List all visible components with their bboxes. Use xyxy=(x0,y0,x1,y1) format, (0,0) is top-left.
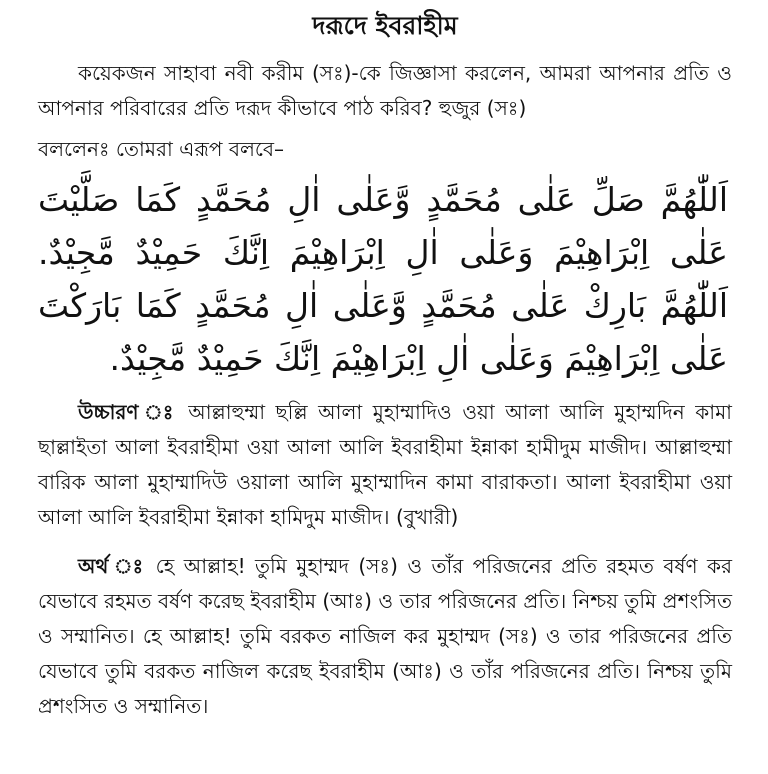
pronunciation-label: উচ্চারণ ঃ xyxy=(78,400,178,424)
meaning-paragraph xyxy=(38,549,732,724)
arabic-durood-text: اَللّٰهُمَّ صَلِّ عَلٰى مُحَمَّدٍ وَّعَلٰى اٰلِ مُحَمَّدٍ كَمَا صَلَّيْتَ عَلٰى اِبْرَاهِيْمَ وَعَلٰى اٰلِ اِبْرَاهِيْمَ اِنَّكَ حَمِيْدٌ مَّجِيْدٌ. اَللّٰهُمَّ بَارِكْ عَلٰى مُحَمَّدٍ وَّعَلٰى اٰلِ مُحَمَّدٍ كَمَا بَارَكْتَ عَلٰى اِبْرَاهِيْمَ وَعَلٰى اٰلِ اِبْرَاهِيْمَ اِنَّكَ حَمِيْدٌ مَّجِيْدٌ. xyxy=(38,180,728,378)
meaning-text: হে আল্লাহ! তুমি মুহাম্মদ (সঃ) ও তাঁর পরিজনের প্রতি রহমত বর্ষণ কর যেভাবে রহমত বর্ষণ করেছ ইবরাহীম (আঃ) ও তার পরিজনের প্রতি। নিশ্চয় তুমি প্রশংসিত ও সম্মানিত। হে আল্লাহ! তুমি বরকত নাজিল কর মুহাম্মদ (সঃ) ও তার পরিজনের প্রতি যেভাবে তুমি বরকত নাজিল করেছ ইবরাহীম (আঃ) ও তাঁর পরিজনের প্রতি। নিশ্চয় তুমি প্রশংসিত ও সম্মানিত। xyxy=(38,554,732,718)
meaning-label: অর্থ ঃ xyxy=(78,554,147,578)
pronunciation-text: আল্লাহুম্মা ছল্লি আলা মুহাম্মাদিও ওয়া আলা আলি মুহাম্মদিন কামা ছাল্লাইতা আলা ইবরাহীমা ওয়া আলা আলি ইবরাহীমা ইন্নাকা হামীদুম মাজীদ। আল্লাহুম্মা বারিক আলা মুহাম্মাদিউ ওয়ালা আলি মুহাম্মাদিন কামা বারাকতা। আলা ইবরাহীমা ওয়া আলা আলি ইবরাহীমা ইন্নাকা হামিদুম মাজীদ। (বুখারী) xyxy=(38,400,732,529)
intro-paragraph: কয়েকজন সাহাবা নবী করীম (সঃ)-কে জিজ্ঞাসা করলেন, আমরা আপনার প্রতি ও আপনার পরিবারের প্রতি দরূদ কীভাবে পাঠ করিব? হুজুর (সঃ) xyxy=(38,61,732,120)
pronunciation-paragraph xyxy=(38,395,732,535)
page-title: দরূদে ইবরাহীম xyxy=(312,11,458,40)
said-line: বললেনঃ তোমরা এরূপ বলবে– xyxy=(38,137,285,161)
